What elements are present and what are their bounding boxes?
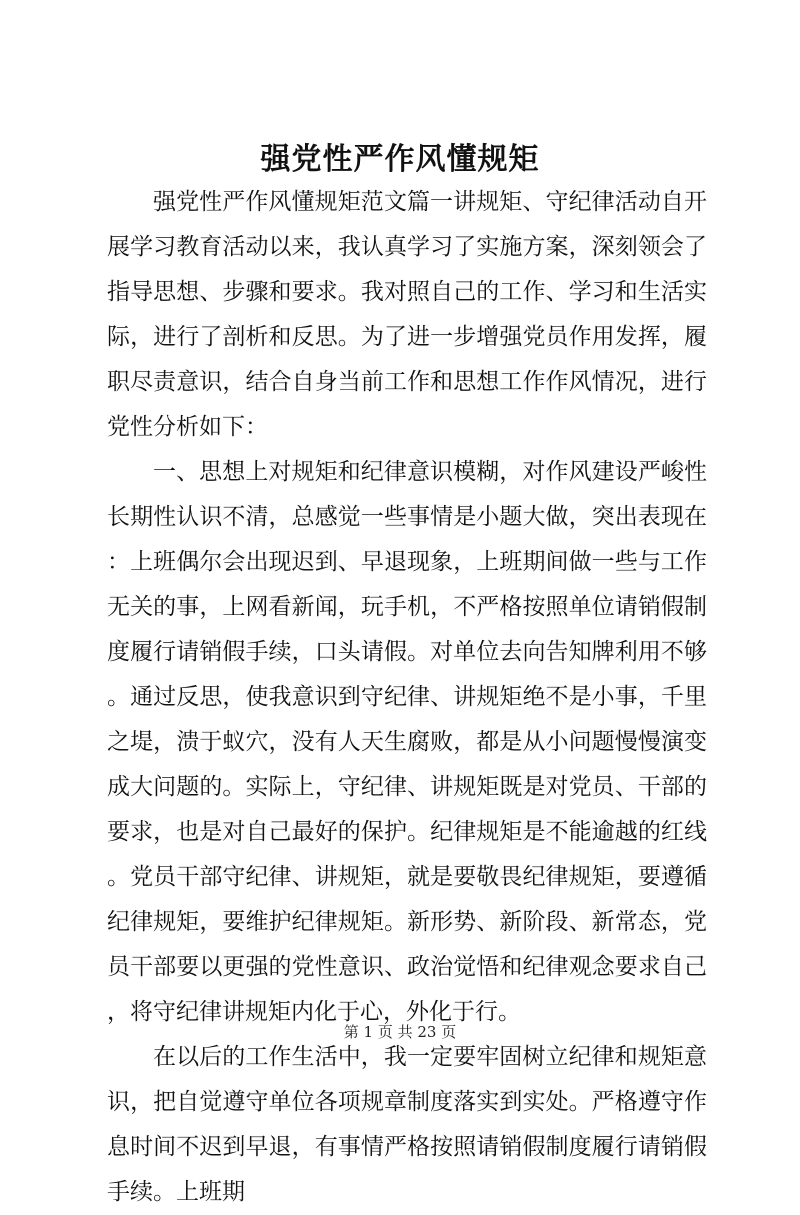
paragraph-3: 在以后的工作生活中，我一定要牢固树立纪律和规矩意识，把自觉遵守单位各项规章制度落实到实处。严格遵守作息时间不迟到早退，有事情严格按照请销假制度履行请销假手续。上班期: [107, 1044, 707, 1205]
document-title: 强党性严作风懂规矩: [260, 142, 540, 177]
paragraph-2: 一、思想上对规矩和纪律意识模糊，对作风建设严峻性长期性认识不清，总感觉一些事情是小题大做，突出表现在：上班偶尔会出现迟到、早退现象，上班期间做一些与工作无关的事，上网看新闻，玩手机，不严格按照单位请销假制度履行请销假手续，口头请假。对单位去向告知牌利用不够。通过反思，使我意识到守纪律、讲规矩绝不是小事，千里之堤，溃于蚁穴，没有人天生腐败，都是从小问题慢慢演变成大问题的。实际上，守纪律、讲规矩既是对党员、干部的要求，也是对自己最好的保护。纪律规矩是不能逾越的红线。党员干部守纪律、讲规矩，就是要敬畏纪律规矩，要遵循纪律规矩，要维护纪律规矩。新形势、新阶段、新常态，党员干部要以更强的党性意识、政治觉悟和纪律观念要求自己，将守纪律讲规矩内化于心，外化于行。: [107, 459, 707, 1025]
page-number-footer: 第 1 页 共 23 页: [343, 1023, 457, 1041]
paragraph-1: 强党性严作风懂规矩范文篇一讲规矩、守纪律活动自开展学习教育活动以来，我认真学习了实施方案，深刻领会了指导思想、步骤和要求。我对照自己的工作、学习和生活实际，进行了剖析和反思。为了进一步增强党员作用发挥，履职尽责意识，结合自身当前工作和思想工作作风情况，进行党性分析如下：: [107, 189, 707, 440]
document-body: [107, 180, 707, 1215]
